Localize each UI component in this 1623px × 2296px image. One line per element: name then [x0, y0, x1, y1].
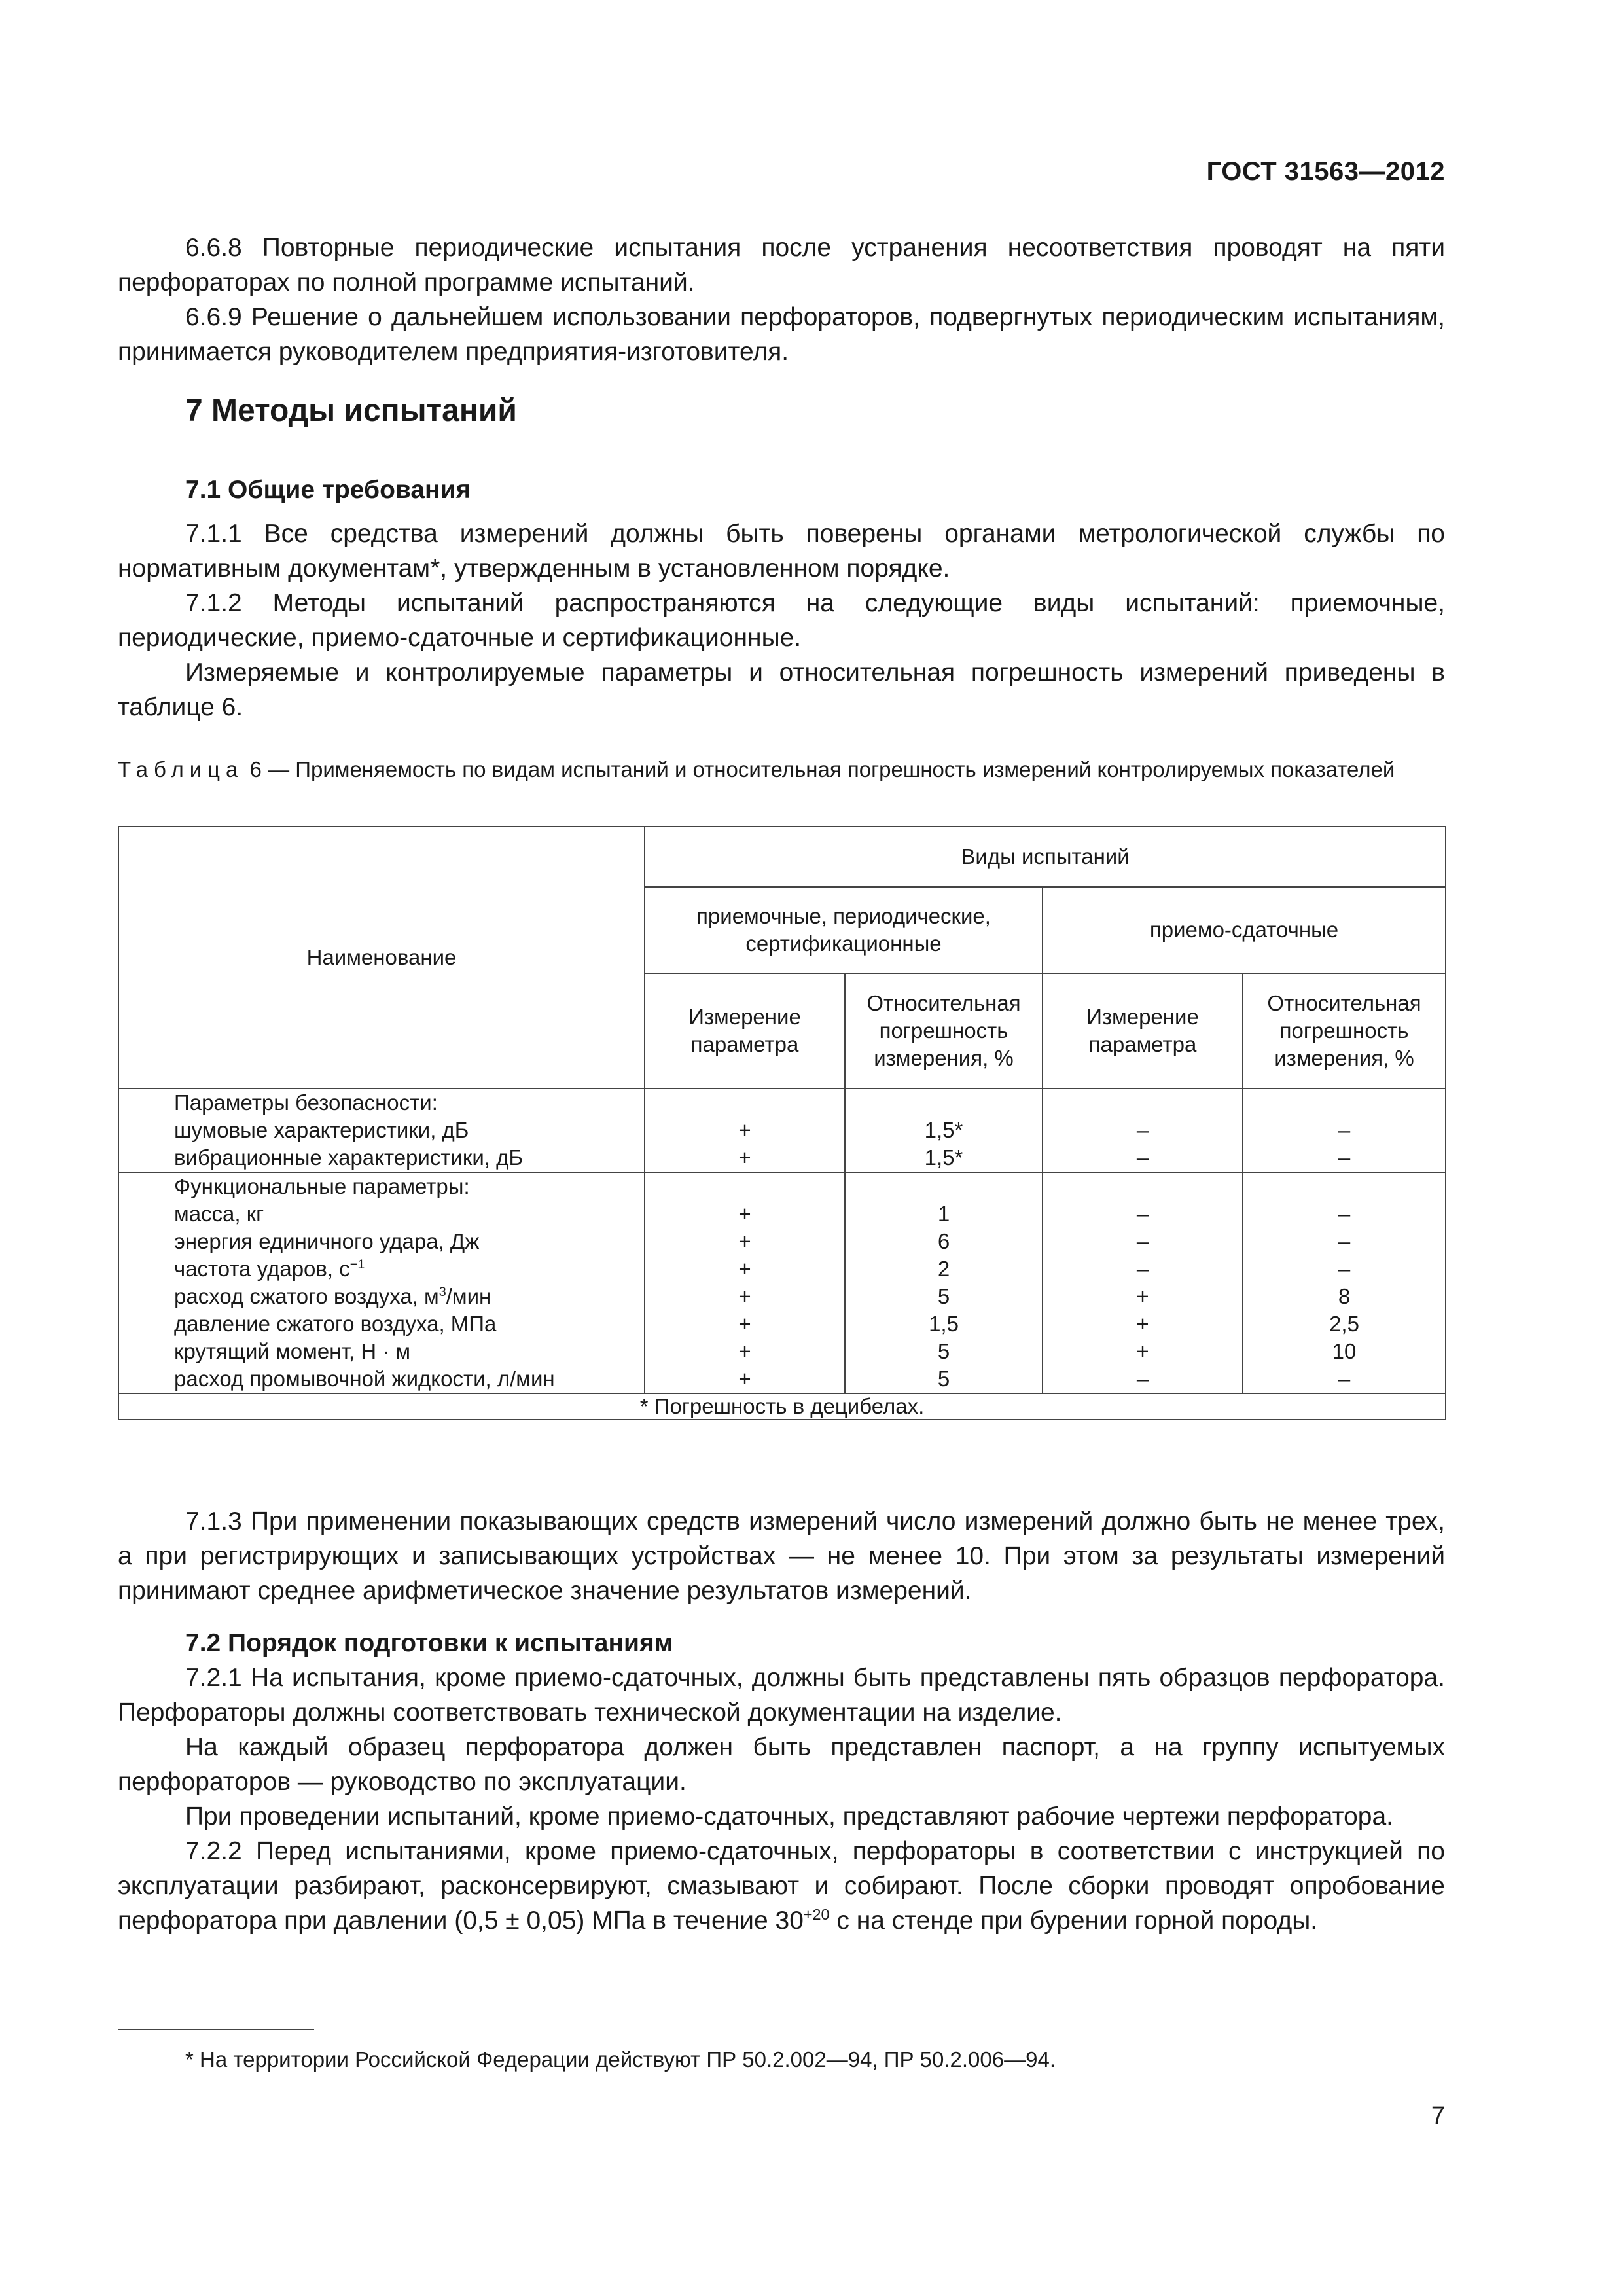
subsection-title: 7.2 Порядок подготовки к испытаниям	[185, 1629, 673, 1657]
cell-value: –	[1338, 1202, 1351, 1226]
row-name: масса, кг	[174, 1202, 264, 1226]
cell-value: +	[738, 1202, 751, 1226]
cell-value: 5	[937, 1339, 950, 1363]
paragraph-7-1-2: 7.1.2 Методы испытаний распространяются на следующие виды испытаний: приемочные, периодические, приемо-сдаточные и сертификационные.	[118, 589, 1445, 652]
cell-value: –	[1136, 1118, 1149, 1142]
cell-value: +	[738, 1257, 751, 1281]
table-block-safety	[118, 1088, 1446, 1172]
cell-value: 5	[937, 1284, 950, 1308]
row-name: вибрационные характеристики, дБ	[174, 1145, 523, 1170]
table-caption-text: 6 — Применяемость по видам испытаний и относительная погрешность измерений контролируемых показателей	[243, 757, 1395, 781]
cell-value: –	[1136, 1367, 1149, 1391]
cell-value: +	[738, 1284, 751, 1308]
cell-value: +	[738, 1367, 751, 1391]
cell-value: +	[1136, 1284, 1149, 1308]
row-name: крутящий момент, Н · м	[174, 1339, 411, 1363]
row-name: энергия единичного удара, Дж	[174, 1229, 480, 1253]
cell-value: –	[1338, 1229, 1351, 1253]
cell-value: +	[1136, 1312, 1149, 1336]
cell-value: +	[738, 1312, 751, 1336]
footnote-divider	[118, 2029, 314, 2030]
block-heading: Параметры безопасности:	[174, 1090, 438, 1115]
cell-value: +	[738, 1145, 751, 1170]
section-7-1	[118, 473, 1445, 725]
subheader-error-1: Относительная погрешность измерения, %	[845, 973, 1043, 1088]
header-group-1: приемочные, периодические, сертификационные	[645, 887, 1043, 973]
document-id: ГОСТ 31563—2012	[1206, 157, 1445, 186]
paragraph-passport: На каждый образец перфоратора должен быть представлен паспорт, а на группу испытуемых перфораторов — руководство по эксплуатации.	[118, 1733, 1445, 1796]
paragraph-7-1-1: 7.1.1 Все средства измерений должны быть поверены органами метрологической службы по нормативным документам*, утвержденным в установленном порядке.	[118, 520, 1445, 583]
subsection-title: 7.1 Общие требования	[185, 476, 471, 504]
cell-value: –	[1338, 1118, 1351, 1142]
row-name: расход промывочной жидкости, л/мин	[174, 1367, 555, 1391]
table-6	[118, 826, 1446, 1420]
subheader-measure-2: Измерение параметра	[1043, 973, 1243, 1088]
subheader-measure-1: Измерение параметра	[645, 973, 845, 1088]
paragraph-drawings: При проведении испытаний, кроме приемо-сдаточных, представляют рабочие чертежи перфоратора.	[185, 1803, 1393, 1831]
section-7-2	[118, 1626, 1445, 1938]
cell-value: +	[738, 1229, 751, 1253]
cell-value: –	[1136, 1145, 1149, 1170]
subheader-error-2: Относительная погрешность измерения, %	[1243, 973, 1446, 1088]
cell-value: +	[738, 1339, 751, 1363]
cell-value: 5	[937, 1367, 950, 1391]
cell-value: +	[1136, 1339, 1149, 1363]
table-block-functional	[118, 1172, 1446, 1393]
block-heading: Функциональные параметры:	[174, 1174, 470, 1198]
cell-value: 6	[937, 1229, 950, 1253]
page-number: 7	[1431, 2102, 1445, 2130]
paragraph-7-1-3: 7.1.3 При применении показывающих средств измерений число измерений должно быть не менее трех, а при регистрирующих и записывающих устройствах — не менее 10. При этом за результаты измерений принимают среднее арифметическое значение результатов измерений.	[118, 1507, 1445, 1605]
table-caption-label: Таблица	[118, 757, 244, 781]
row-name: давление сжатого воздуха, МПа	[174, 1312, 497, 1336]
row-name: расход сжатого воздуха, $м^3$/мин	[174, 1284, 491, 1308]
section-7	[118, 393, 1445, 429]
cell-value: 1	[937, 1202, 950, 1226]
row-name: шумовые характеристики, дБ	[174, 1118, 469, 1142]
cell-value: –	[1338, 1367, 1351, 1391]
paragraph-7-2-1: 7.2.1 На испытания, кроме приемо-сдаточных, должны быть представлены пять образцов перфоратора. Перфораторы должны соответствовать технической документации на изделие.	[118, 1664, 1445, 1727]
paragraph-6-6-8: 6.6.8 Повторные периодические испытания после устранения несоответствия проводят на пяти перфораторах по полной программе испытаний.	[118, 234, 1445, 296]
table-footnote: * Погрешность в децибелах.	[118, 1393, 1446, 1420]
table-footnote-row	[118, 1393, 1446, 1420]
table-header-row	[118, 827, 1446, 887]
cell-value: 1,5	[929, 1312, 959, 1336]
header-group-2: приемо-сдаточные	[1043, 887, 1446, 973]
header-name: Наименование	[118, 827, 645, 1088]
cell-value: –	[1136, 1229, 1149, 1253]
top-section	[118, 230, 1445, 369]
header-types: Виды испытаний	[645, 827, 1446, 887]
cell-value: –	[1136, 1257, 1149, 1281]
cell-value: 10	[1332, 1339, 1357, 1363]
paragraph-7-2-2: 7.2.2 Перед испытаниями, кроме приемо-сдаточных, перфораторы в соответствии с инструкцией по эксплуатации разбирают, расконсервируют, смазывают и собирают. После сборки проводят опробование перфоратора при давлении (0,5 ± 0,05) МПа в течение $30^{+20}$ с на стенде при бурении горной породы.	[118, 1837, 1445, 1935]
cell-value: 8	[1338, 1284, 1351, 1308]
cell-value: –	[1338, 1145, 1351, 1170]
cell-value: 2,5	[1329, 1312, 1359, 1336]
page-footnote: * На территории Российской Федерации действуют ПР 50.2.002—94, ПР 50.2.006—94.	[185, 2047, 1056, 2072]
paragraph-table-ref: Измеряемые и контролируемые параметры и относительная погрешность измерений приведены в таблице 6.	[118, 658, 1445, 721]
cell-value: –	[1338, 1257, 1351, 1281]
cell-value: –	[1136, 1202, 1149, 1226]
paragraph-6-6-9: 6.6.9 Решение о дальнейшем использовании перфораторов, подвергнутых периодическим испытаниям, принимается руководителем предприятия-изготовителя.	[118, 303, 1445, 366]
cell-value: 1,5*	[924, 1145, 963, 1170]
cell-value: +	[738, 1118, 751, 1142]
cell-value: 1,5*	[924, 1118, 963, 1142]
cell-value: 2	[937, 1257, 950, 1281]
section-7-1-3	[118, 1504, 1445, 1608]
table-caption	[118, 755, 1445, 784]
row-name: частота ударов, $с^{-1}$	[174, 1257, 365, 1281]
section-title: 7 Методы испытаний	[185, 393, 517, 428]
